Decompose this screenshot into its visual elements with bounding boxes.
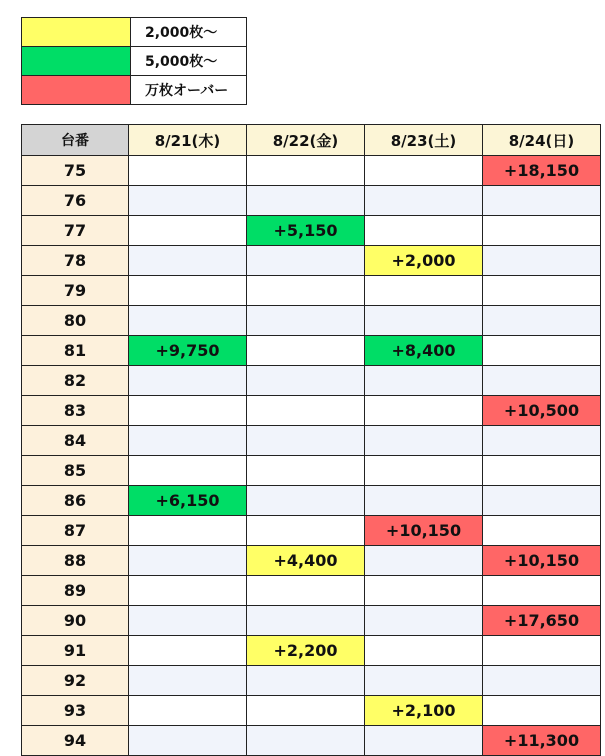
table-row (22, 306, 601, 336)
result-cell (483, 306, 601, 336)
result-cell (365, 636, 483, 666)
legend-label: 5,000枚～ (131, 47, 247, 76)
machine-number: 79 (22, 276, 129, 306)
machine-number: 77 (22, 216, 129, 246)
result-cell (129, 696, 247, 726)
table-row (22, 276, 601, 306)
result-cell (365, 366, 483, 396)
result-cell: +17,650 (483, 606, 601, 636)
result-cell (365, 426, 483, 456)
result-cell (129, 576, 247, 606)
legend-label: 2,000枚～ (131, 18, 247, 47)
machine-number: 90 (22, 606, 129, 636)
machine-number: 80 (22, 306, 129, 336)
table-row (22, 666, 601, 696)
machine-number: 93 (22, 696, 129, 726)
date-header: 8/23(土) (365, 125, 483, 156)
result-cell: +2,200 (247, 636, 365, 666)
result-cell: +10,150 (483, 546, 601, 576)
table-row (22, 606, 601, 636)
result-cell (129, 606, 247, 636)
result-cell (247, 456, 365, 486)
table-row (22, 636, 601, 666)
result-cell (365, 666, 483, 696)
result-cell (129, 216, 247, 246)
result-cell (365, 216, 483, 246)
machine-number-header: 台番 (22, 125, 129, 156)
table-row (22, 336, 601, 366)
result-cell (483, 486, 601, 516)
result-cell (129, 156, 247, 186)
machine-number: 81 (22, 336, 129, 366)
result-cell: +5,150 (247, 216, 365, 246)
table-row (22, 696, 601, 726)
result-cell (247, 606, 365, 636)
result-cell (483, 216, 601, 246)
result-cell (483, 456, 601, 486)
legend-row (22, 76, 247, 105)
date-header: 8/24(日) (483, 125, 601, 156)
result-cell (129, 276, 247, 306)
result-cell (365, 306, 483, 336)
table-row (22, 576, 601, 606)
table-row (22, 546, 601, 576)
result-cell (247, 576, 365, 606)
table-row (22, 246, 601, 276)
machine-number: 82 (22, 366, 129, 396)
header-row (22, 125, 601, 156)
machine-number: 83 (22, 396, 129, 426)
result-cell (129, 546, 247, 576)
machine-number: 76 (22, 186, 129, 216)
machine-number: 78 (22, 246, 129, 276)
result-cell: +2,100 (365, 696, 483, 726)
machine-number: 86 (22, 486, 129, 516)
table-row (22, 366, 601, 396)
result-cell (365, 726, 483, 756)
result-cell (483, 576, 601, 606)
date-header: 8/21(木) (129, 125, 247, 156)
result-cell (247, 306, 365, 336)
result-cell (483, 336, 601, 366)
result-cell (247, 486, 365, 516)
date-header: 8/22(金) (247, 125, 365, 156)
result-cell (483, 276, 601, 306)
result-cell (365, 156, 483, 186)
result-cell (247, 336, 365, 366)
result-cell: +11,300 (483, 726, 601, 756)
result-cell (247, 666, 365, 696)
result-cell: +8,400 (365, 336, 483, 366)
color-legend (21, 17, 247, 105)
result-cell (129, 246, 247, 276)
result-cell (129, 366, 247, 396)
table-row (22, 726, 601, 756)
machine-number: 89 (22, 576, 129, 606)
result-cell (247, 426, 365, 456)
result-cell (247, 156, 365, 186)
table-row (22, 486, 601, 516)
machine-number: 84 (22, 426, 129, 456)
machine-number: 91 (22, 636, 129, 666)
table-row (22, 216, 601, 246)
result-cell (365, 546, 483, 576)
result-cell (365, 576, 483, 606)
result-cell (129, 426, 247, 456)
legend-row (22, 47, 247, 76)
result-cell (247, 726, 365, 756)
legend-swatch (22, 47, 131, 76)
result-cell: +18,150 (483, 156, 601, 186)
result-cell (129, 666, 247, 696)
result-cell (365, 276, 483, 306)
result-cell (365, 456, 483, 486)
machine-number: 88 (22, 546, 129, 576)
result-cell (483, 636, 601, 666)
result-cell: +9,750 (129, 336, 247, 366)
result-cell (247, 696, 365, 726)
result-cell: +10,500 (483, 396, 601, 426)
result-cell (129, 516, 247, 546)
result-cell: +6,150 (129, 486, 247, 516)
result-cell (483, 246, 601, 276)
legend-swatch (22, 18, 131, 47)
result-cell (247, 396, 365, 426)
table-row (22, 516, 601, 546)
legend-swatch (22, 76, 131, 105)
result-cell (483, 366, 601, 396)
legend-row (22, 18, 247, 47)
machine-number: 94 (22, 726, 129, 756)
machine-number: 85 (22, 456, 129, 486)
result-cell: +10,150 (365, 516, 483, 546)
table-row (22, 186, 601, 216)
result-cell (129, 726, 247, 756)
result-cell (247, 246, 365, 276)
result-cell (247, 516, 365, 546)
machine-number: 87 (22, 516, 129, 546)
result-cell (129, 396, 247, 426)
result-cell (247, 366, 365, 396)
result-cell (129, 636, 247, 666)
result-cell (483, 516, 601, 546)
result-cell (483, 186, 601, 216)
machine-number: 92 (22, 666, 129, 696)
result-cell: +4,400 (247, 546, 365, 576)
legend-label: 万枚オーバー (131, 76, 247, 105)
result-cell: +2,000 (365, 246, 483, 276)
machine-number: 75 (22, 156, 129, 186)
result-cell (365, 396, 483, 426)
result-cell (483, 426, 601, 456)
table-row (22, 456, 601, 486)
result-cell (129, 306, 247, 336)
result-cell (129, 456, 247, 486)
result-cell (247, 186, 365, 216)
table-row (22, 396, 601, 426)
result-cell (247, 276, 365, 306)
result-cell (483, 696, 601, 726)
result-cell (365, 486, 483, 516)
table-row (22, 156, 601, 186)
result-cell (365, 606, 483, 636)
table-row (22, 426, 601, 456)
result-cell (365, 186, 483, 216)
result-cell (483, 666, 601, 696)
result-cell (129, 186, 247, 216)
machine-results-table (21, 124, 601, 756)
